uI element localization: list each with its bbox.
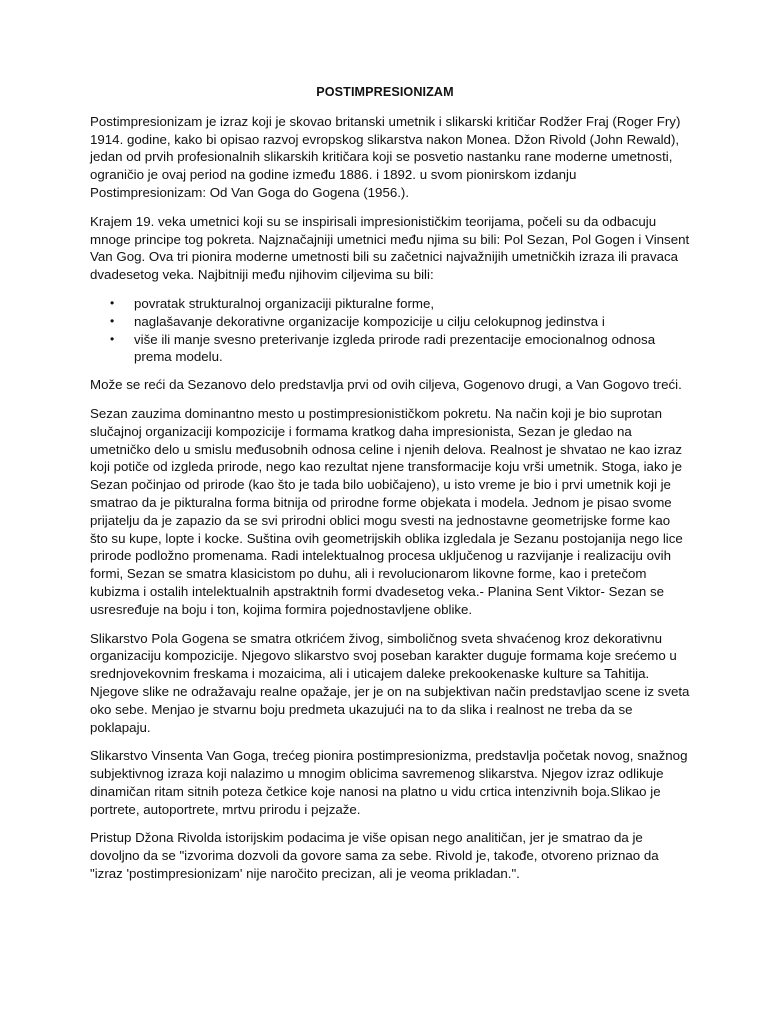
bullet-text <box>110 331 680 367</box>
paragraph-line: koji potiče od izgleda prirode, nego kao rezultat njene transformacije koju vrši umetnik. Stoga, iako je <box>90 459 683 475</box>
paragraph-line: Slikarstvo Vinsenta Van Goga, trećeg pionira postimpresionizma, predstavlja početak novog, snažnog <box>90 748 688 764</box>
paragraph <box>90 630 690 737</box>
paragraph-line: prijatelju da je zapazio da se svi prirodni oblici mogu svesti na jednostavne geometrijske forme kao <box>90 512 671 528</box>
paragraph-line: Njegove slike ne odražavaju realne opažaje, jer je on na subjektivan način predstavljao scene iz sveta <box>90 683 690 699</box>
paragraph-line: Slikarstvo Pola Gogena se smatra otkrićem živog, simboličnog sveta shvaćenog kroz dekorativnu <box>90 630 663 646</box>
paragraph <box>90 113 680 202</box>
goals-bullet-list <box>90 295 680 366</box>
paragraph-line: organizaciju kompozicije. Njegovo slikarstvo svoj poseban karakter duguje formama koje srećemo u <box>90 648 677 664</box>
paragraph-line: Van Gog. Ova tri pionira moderne umetnosti bili su začetnici najvažnijih umetničkih izraza ili pravaca <box>90 249 679 265</box>
bullet-dot-icon: • <box>110 313 115 328</box>
paragraph-line: oko sebe. Menjao je stvarnu boju predmeta ukazujući na to da slika i realnost ne treba da se <box>90 701 633 717</box>
paragraph-line: smatrao da je pikturalna forma bitnija od prirodne forme objekata i modela. Jednom je pisao svome <box>90 494 672 510</box>
paragraphs-after-list <box>90 376 690 883</box>
paragraph-line: poklapaju. <box>90 719 151 735</box>
bullet-item <box>90 331 680 367</box>
paragraph-line: Krajem 19. veka umetnici koji su se inspirisali impresionističkim teorijama, počeli su da odbacuju <box>90 213 657 229</box>
paragraph-line: "izraz 'postimpresionizam' nije naročito precizan, ali je veoma prikladan.". <box>90 866 520 882</box>
paragraph-line: 1914. godine, kako bi opisao razvoj evropskog slikarstva nakon Moneа. Džon Rivold (John Rewald), <box>90 131 680 147</box>
paragraph-line: što su kupe, lopte i kocke. Suština ovih geometrijskih oblika izgledala je Sezanu postojanija nego lice <box>90 530 683 546</box>
paragraph-line: Sezan zauzima dominantno mesto u postimpresionističkom pokretu. Na način koji je bio suprotan <box>90 405 663 421</box>
paragraph <box>90 747 688 818</box>
paragraph-line: Postimpresionizam: Od Van Goga do Gogena (1956.). <box>90 184 410 200</box>
bullet-item <box>90 295 680 313</box>
paragraph-line: ograničio je ovaj period na godine između 1886. i 1892. u svom pionirskom izdanju <box>90 167 577 183</box>
paragraph-line: dovoljno da se "izvorima dozvoli da govore sama za sebe. Rivold je, takođe, otvoreno priznao da <box>90 848 659 864</box>
document-page <box>90 84 690 894</box>
paragraph-line: subjektivnog izraza koji nalazimo u mnogim oblicima savremenog slikarstva. Njegov izraz odlikuje <box>90 766 664 782</box>
bullet-item <box>90 313 680 331</box>
bullet-dot-icon: • <box>110 331 115 346</box>
paragraph-line: jedan od prvih profesionalnih slikarskih kritičara koji se posvetio nastanku rane moderne umetnosti, <box>90 149 673 165</box>
document-title: POSTIMPRESIONIZAM <box>316 85 454 99</box>
paragraph-line: umetničko delo u smislu međusobnih odnosa celine i njenih delova. Realnost je shvatao ne kao izraz <box>90 441 683 457</box>
bullet-text <box>110 295 680 313</box>
paragraph-line: kubizma i ostalih intelektualnih apstraktnih formi dvadesetog veka.- Planina Sent Viktor- Sezan se <box>90 583 665 599</box>
paragraph-line: srednjovekovnim freskama i mozaicima, ali i uticajem daleke prekookenaske kulture sa Tahitija. <box>90 666 650 682</box>
bullet-dot-icon: • <box>110 295 115 310</box>
paragraph-line: Postimpresionizam je izraz koji je skovao britanski umetnik i slikarski kritičar Rodžer Fraj (Roger Fry) <box>90 113 681 129</box>
bullet-text <box>110 313 680 331</box>
paragraph-line: mnoge principe tog pokreta. Najznačajniji umetnici među njima su bili: Pol Sezan, Pol Gogen i Vinsent <box>90 231 690 247</box>
bullet-line: povratak strukturalnoj organizaciji pikturalne forme, <box>134 295 435 311</box>
paragraph-line: portrete, autoportrete, mrtvu prirodu i pejzaže. <box>90 801 361 817</box>
paragraph-line: prirode podložno promenama. Radi intelektualnog procesa uključenog u razvijanje i realizaciju ovih <box>90 548 671 564</box>
bullet-line: prema modelu. <box>134 349 223 365</box>
paragraph-line: Pristup Džona Rivolda istorijskim podacima je više opisan nego analitičan, jer je smatrao da je <box>90 830 643 846</box>
paragraph <box>90 829 680 882</box>
paragraph-line: Može se reći da Sezanovo delo predstavlja prvi od ovih ciljeva, Gogenovo drugi, a Van Gogovo treći. <box>90 377 682 393</box>
paragraph-line: usresređuje na boju i ton, kojima formira pojednostavljene oblike. <box>90 601 473 617</box>
paragraph-line: slučajnoj organizaciji kompozicije i formama kratkog daha impresionista, Sezan je gledao na <box>90 423 632 439</box>
paragraph-line: formi, Sezan se smatra klasicistom po duhu, ali i revolucionarom likovne forme, kao i pretečom <box>90 566 647 582</box>
paragraph <box>90 405 683 619</box>
bullet-line: više ili manje svesno preterivanje izgleda prirode radi prezentacije emocionalnog odnosa <box>134 331 656 347</box>
bullet-line: naglašavanje dekorativne organizacije kompozicije u cilju celokupnog jedinstva i <box>134 313 605 329</box>
paragraph <box>90 213 690 284</box>
paragraph-line: Sezan počinjao od prirode (kao što je tada bilo uobičajeno), u isto vreme je bio i prvi umetnik koji je <box>90 477 671 493</box>
paragraph-line: dvadesetog veka. Najbitniji među njihovim ciljevima su bili: <box>90 267 434 283</box>
paragraph-line: dinamičan ritam sitnih poteza četkice koje nanosi na platno u vidu crtica intenzivnih boja.Slikao je <box>90 783 661 799</box>
paragraph <box>90 376 680 394</box>
paragraphs-before-list <box>90 113 690 284</box>
